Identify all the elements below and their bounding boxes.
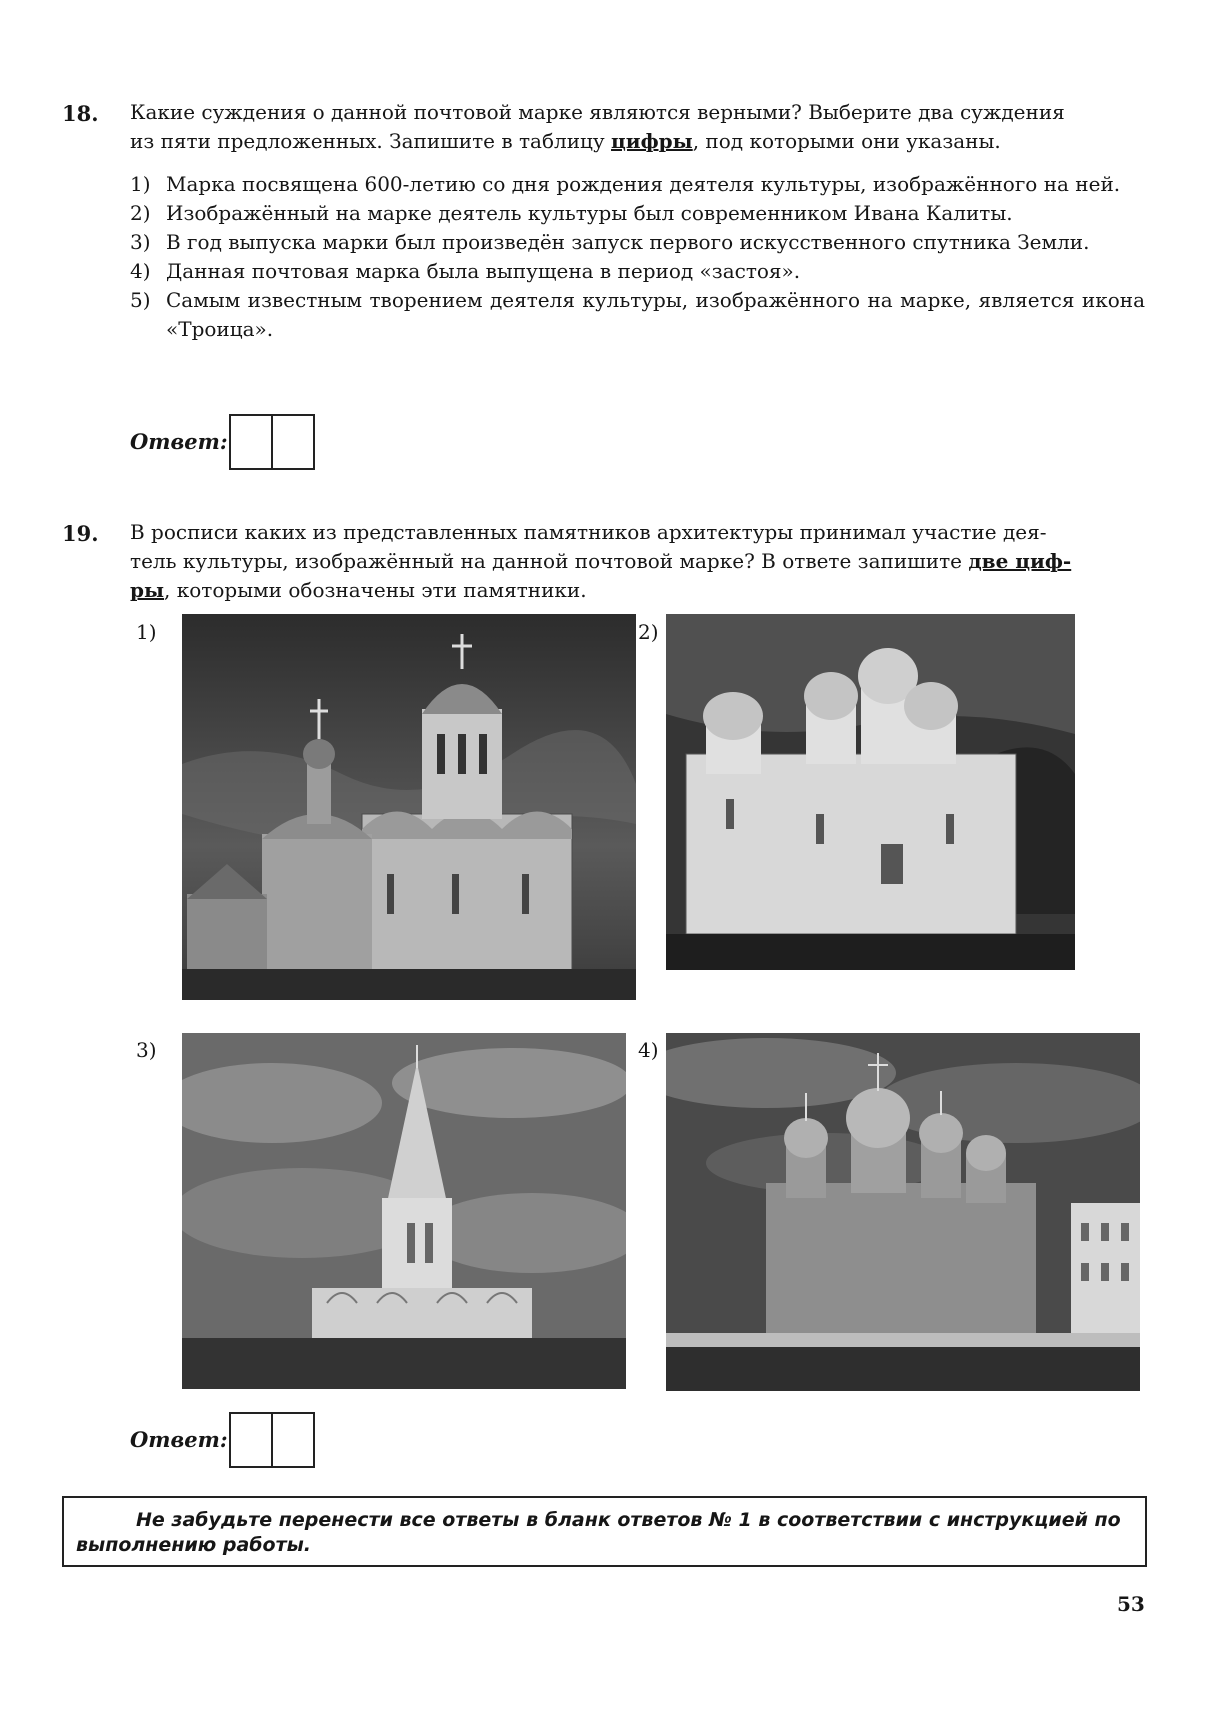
option-5-text: Самым известным творением деятеля культуры, изображённого на марке, является икона «Троица».: [166, 288, 1145, 341]
option-5-number: 5): [130, 288, 151, 312]
option-4-number: 4): [130, 259, 151, 283]
cathedral-photo-1: [182, 614, 636, 1000]
question-18-line-2-start: из пяти предложенных. Запишите в таблицу: [130, 129, 612, 153]
question-18-line-1: Какие суждения о данной почтовой марке являются верными? Выберите два суждения: [130, 100, 1065, 124]
question-19-number: 19.: [62, 521, 99, 546]
option-2-number: 2): [130, 201, 151, 225]
option-1-text: Марка посвящена 600-летию со дня рождения деятеля культуры, изображённого на ней.: [166, 172, 1121, 196]
option-1-number: 1): [130, 172, 151, 196]
option-4-text: Данная почтовая марка была выпущена в период «застоя».: [166, 259, 801, 283]
question-18-answer-label: Ответ:: [130, 429, 228, 454]
question-19-text: [130, 518, 1145, 605]
option-2-text: Изображённый на марке деятель культуры был современником Ивана Калиты.: [166, 201, 1013, 225]
question-19-line-1: В росписи каких из представленных памятников архитектуры принимал участие дея-: [130, 520, 1047, 544]
photo-label-4: 4): [638, 1038, 659, 1062]
answer-cell-2[interactable]: [271, 416, 313, 468]
question-18-number: 18.: [62, 101, 99, 126]
cathedral-2-image: [666, 614, 1075, 970]
question-19-line-3-end: , которыми обозначены эти памятники.: [164, 578, 587, 602]
question-19-answer-label: Ответ:: [130, 1427, 228, 1452]
answer-cell-1[interactable]: [231, 416, 271, 468]
cathedral-photo-4: [666, 1033, 1140, 1391]
option-2: [130, 199, 1145, 228]
photo-label-3: 3): [136, 1038, 157, 1062]
question-19-emphasis-a: две циф-: [968, 549, 1072, 573]
option-5: [130, 286, 1145, 344]
cathedral-3-image: [182, 1033, 626, 1389]
question-19-line-2: [130, 547, 1145, 576]
option-3-number: 3): [130, 230, 151, 254]
reminder-note: Не забудьте перенести все ответы в бланк ответов № 1 в соответствии с инструкцией по выполнению работы.: [62, 1496, 1147, 1567]
option-3: [130, 228, 1145, 257]
question-18-line-2-end: , под которыми они указаны.: [692, 129, 1001, 153]
question-18-line-2: [130, 127, 1145, 156]
answer-cell-1[interactable]: [231, 1414, 271, 1466]
cathedral-photo-3: [182, 1033, 626, 1389]
question-19-line-2-start: тель культуры, изображённый на данной почтовой марке? В ответе запишите: [130, 549, 969, 573]
question-19-answer-box[interactable]: [229, 1412, 315, 1468]
photo-label-2: 2): [638, 620, 659, 644]
answer-cell-2[interactable]: [271, 1414, 313, 1466]
option-1: [130, 170, 1145, 199]
cathedral-photo-2: [666, 614, 1075, 970]
question-19-line-3: [130, 576, 1145, 605]
question-18-options: [130, 170, 1145, 344]
question-18-answer-box[interactable]: [229, 414, 315, 470]
photo-label-1: 1): [136, 620, 157, 644]
page-number: 53: [1117, 1592, 1145, 1616]
option-4: [130, 257, 1145, 286]
cathedral-4-image: [666, 1033, 1140, 1391]
question-19-emphasis-b: ры: [130, 578, 165, 602]
cathedral-1-image: [182, 614, 636, 1000]
question-18-text: [130, 98, 1145, 156]
question-18-emphasis: цифры: [611, 129, 693, 153]
option-3-text: В год выпуска марки был произведён запуск первого искусственного спутника Земли.: [166, 230, 1090, 254]
